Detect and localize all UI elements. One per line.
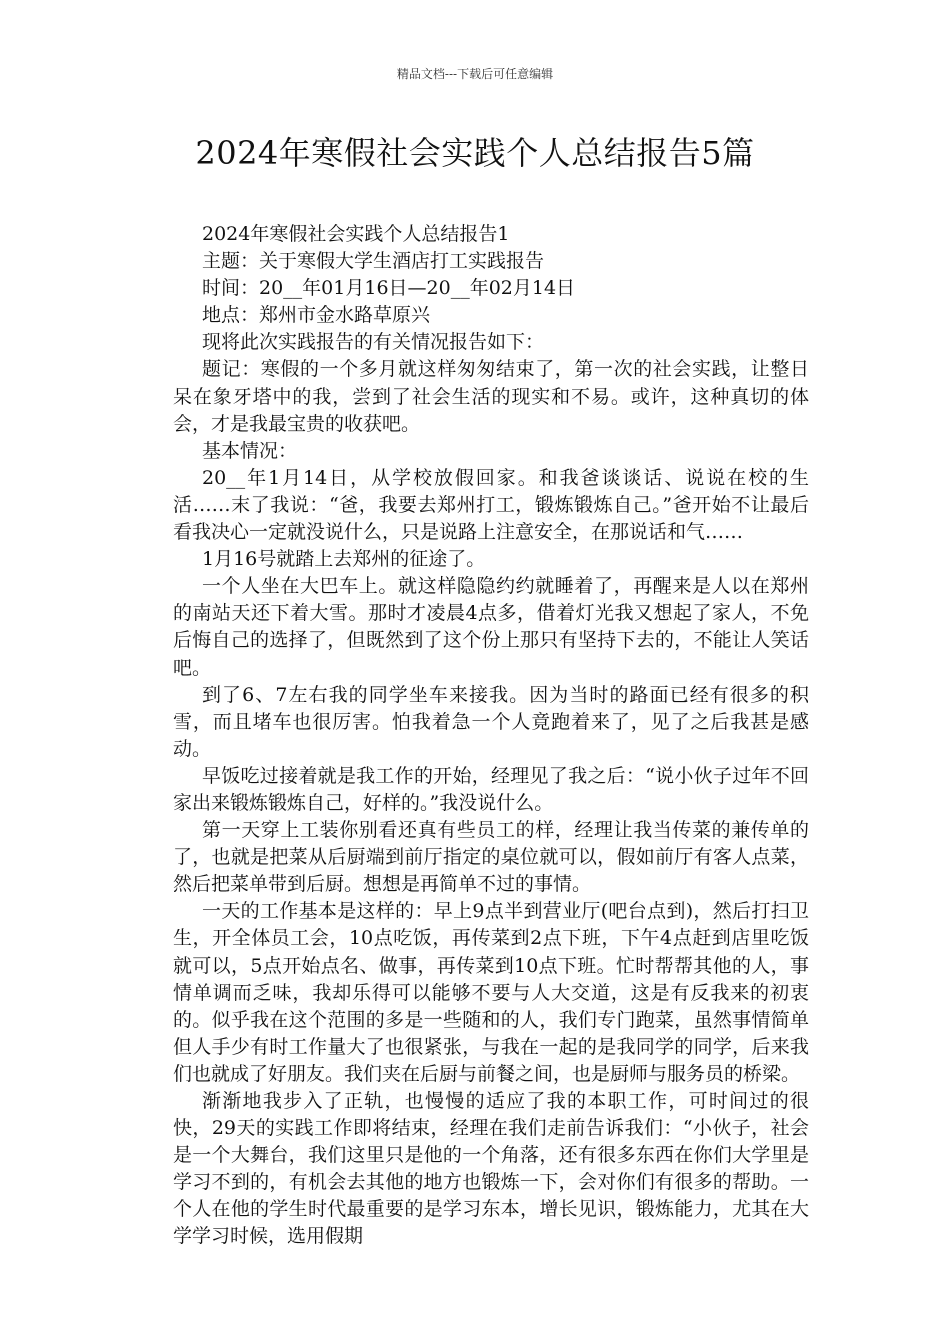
paragraph: 渐渐地我步入了正轨，也慢慢的适应了我的本职工作，可时间过的很快，29天的实践工作即将结束，经理在我们走前告诉我们：“小伙子，社会是一个大舞台，我们这里只是他的一个角落，还有很多东西在你们大学里是学习不到的，有机会去其他的地方也锻炼一下，会对你们有很多的帮助。一个人在他的学生时代最重要的是学习东本，增长见识，锻炼能力，尤其在大学学习时候，选用假期 xyxy=(173,1090,809,1248)
paragraph: 到了6、7左右我的同学坐车来接我。因为当时的路面已经有很多的积雪，而且堵车也很厉害。怕我着急一个人竟跑着来了，见了之后我甚是感动。 xyxy=(173,683,809,760)
paragraph: 一个人坐在大巴车上。就这样隐隐约约就睡着了，再醒来是人以在郑州的南站天还下着大雪。那时才凌晨4点多，借着灯光我又想起了家人，不免后悔自己的选择了，但既然到了这个份上那只有坚持下去的，不能让人笑话吧。 xyxy=(173,575,809,679)
paragraph: 时间：20__年01月16日—20__年02月14日 xyxy=(202,277,576,300)
paragraph: 第一天穿上工装你别看还真有些员工的样，经理让我当传菜的兼传单的了，也就是把菜从后厨端到前厅指定的桌位就可以，假如前厅有客人点菜，然后把菜单带到后厨。想想是再简单不过的事情。 xyxy=(173,819,809,896)
paragraph: 题记：寒假的一个多月就这样匆匆结束了，第一次的社会实践，让整日呆在象牙塔中的我，尝到了社会生活的现实和不易。或许，这种真切的体会，才是我最宝贵的收获吧。 xyxy=(173,358,809,435)
paragraph: 基本情况： xyxy=(202,439,298,462)
document-body xyxy=(173,221,809,1251)
paragraph: 早饭吃过接着就是我工作的开始，经理见了我之后：“说小伙子过年不回家出来锻炼锻炼自己，好样的。”我没说什么。 xyxy=(173,764,809,814)
header-note: 精品文档---下载后可任意编辑 xyxy=(396,67,554,81)
paragraph: 2024年寒假社会实践个人总结报告1 xyxy=(202,223,510,245)
paragraph: 1月16号就踏上去郑州的征途了。 xyxy=(202,548,486,571)
paragraph: 20__年1月14日，从学校放假回家。和我爸谈谈话、说说在校的生活……末了我说：“爸，我要去郑州打工，锻炼锻炼自己。”爸开始不让最后看我决心一定就没说什么，只是说路上注意安全，在那说话和气…… xyxy=(173,466,809,544)
paragraph: 一天的工作基本是这样的：早上9点半到营业厅(吧台点到)，然后打扫卫生，开全体员工会，10点吃饭，再传菜到2点下班，下午4点赶到店里吃饭就可以，5点开始点名、做事，再传菜到10点下班。忙时帮帮其他的人，事情单调而乏味，我却乐得可以能够不要与人大交道，这是有反我来的初衷的。似乎我在这个范围的多是一些随和的人，我们专门跑菜，虽然事情简单但人手少有时工作量大了也很紧张，与我在一起的是我同学的同学，后来我们也就成了好朋友。我们夹在后厨与前餐之间，也是厨师与服务员的桥梁。 xyxy=(173,900,809,1085)
document-title: 2024年寒假社会实践个人总结报告5篇 xyxy=(195,134,755,172)
paragraph: 地点：郑州市金水路草原兴 xyxy=(202,304,431,327)
paragraph: 现将此次实践报告的有关情况报告如下： xyxy=(202,331,545,354)
paragraph: 主题：关于寒假大学生酒店打工实践报告 xyxy=(202,250,545,273)
